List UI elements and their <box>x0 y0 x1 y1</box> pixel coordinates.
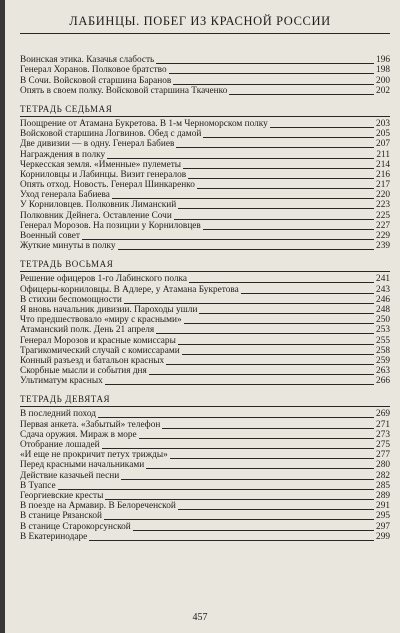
toc-entry <box>20 190 390 200</box>
leader-line <box>183 168 374 169</box>
toc-entry <box>20 315 390 325</box>
leader-line <box>133 530 374 531</box>
toc-entry-title: Скорбные мысли и события дня <box>20 366 147 377</box>
leader-line <box>178 509 374 510</box>
toc-entry <box>20 149 390 159</box>
toc-entry-title: Что предшествовало «миру с красными» <box>20 315 182 326</box>
toc-entry-page: 271 <box>376 419 390 430</box>
toc-entry-title: Я вновь начальник дивизии. Пароходы ушли <box>20 304 198 315</box>
toc-entry-page: 216 <box>376 169 390 180</box>
toc-entry-page: 269 <box>376 409 390 420</box>
leader-line <box>121 479 374 480</box>
toc-entry-title: Награждения в полку <box>20 149 106 160</box>
leader-line <box>189 282 374 283</box>
toc-entry-page: 295 <box>376 511 390 522</box>
section-heading <box>20 393 390 405</box>
leader-line <box>199 313 374 314</box>
toc-entry <box>20 430 390 440</box>
leader-line <box>173 84 374 85</box>
toc-entry-page: 297 <box>376 521 390 532</box>
header-rule <box>20 33 390 34</box>
toc-entry <box>20 470 390 480</box>
leader-line <box>162 428 374 429</box>
toc-entry-page: 198 <box>376 65 390 76</box>
toc-entry-title: Отобрание лошадей <box>20 440 100 450</box>
toc-entry <box>20 160 390 170</box>
toc-entry-page: 229 <box>376 231 390 241</box>
toc-entry-title: Трагикомический случай с комиссарами <box>20 345 180 356</box>
toc-entry-title: Перед красными начальниками <box>20 460 145 471</box>
toc-entry <box>20 511 390 521</box>
section-title: ТЕТРАДЬ ДЕВЯТАЯ <box>20 394 111 405</box>
toc-entry-page: 200 <box>376 75 390 86</box>
toc-entry <box>20 366 390 376</box>
toc-entry-title: В Сочи. Войсковой старшина Баранов <box>20 75 172 86</box>
toc-entry-title: Поощрение от Атамана Букретова. В 1-м Черноморском полку <box>20 118 268 129</box>
toc-entry-page: 205 <box>376 129 390 140</box>
toc-entry <box>20 325 390 335</box>
toc-entry <box>20 200 390 210</box>
toc-entry-title: «И еще не прокричит петух трижды» <box>20 450 168 461</box>
toc-entry-page: 285 <box>376 480 390 491</box>
toc-entry <box>20 521 390 531</box>
leader-line <box>156 63 374 64</box>
toc-entry-page: 266 <box>376 376 390 387</box>
toc-entry <box>20 170 390 180</box>
section-title: ТЕТРАДЬ ВОСЬМАЯ <box>20 259 114 270</box>
section-title: ТЕТРАДЬ СЕДЬМАЯ <box>20 103 113 114</box>
toc-entry <box>20 180 390 190</box>
toc-entry-page: 255 <box>376 335 390 346</box>
toc-entry <box>20 419 390 429</box>
leader-line <box>166 364 374 365</box>
table-of-contents <box>20 55 390 542</box>
toc-entry-title: Решение офицеров 1-го Лабинского полка <box>20 274 188 285</box>
toc-entry-title: Действие казачьей песни <box>20 470 120 481</box>
toc-entry <box>20 305 390 315</box>
toc-entry-page: 220 <box>376 190 390 201</box>
toc-entry <box>20 221 390 231</box>
toc-entry-title: Военный совет <box>20 231 80 241</box>
leader-line <box>104 519 374 520</box>
page-edge-shadow <box>0 0 5 633</box>
leader-line <box>82 239 374 240</box>
leader-line <box>170 458 374 459</box>
toc-entry-page: 299 <box>376 531 390 542</box>
toc-entry <box>20 55 390 65</box>
section-rule <box>20 406 390 407</box>
toc-entry-title: Георгиевские кресты <box>20 490 104 501</box>
toc-entry <box>20 75 390 85</box>
toc-entry-page: 253 <box>376 325 390 336</box>
toc-entry-title: Первая анкета. «Забытый» телефон <box>20 419 161 430</box>
toc-entry-title: В Туапсе <box>20 480 56 491</box>
toc-entry-title: Корниловцы и Лабинцы. Визит генералов <box>20 169 187 180</box>
toc-entry-page: 203 <box>376 118 390 129</box>
leader-line <box>118 249 375 250</box>
leader-line <box>182 354 374 355</box>
toc-entry <box>20 119 390 129</box>
running-header: ЛАБИНЦЫ. ПОБЕГ ИЗ КРАСНОЙ РОССИИ <box>69 14 331 28</box>
toc-entry-page: 263 <box>376 366 390 377</box>
toc-entry-page: 275 <box>376 440 390 450</box>
toc-entry-title: Уход генерала Бабиева <box>20 190 110 201</box>
leader-line <box>203 229 374 230</box>
toc-entry-page: 243 <box>376 284 390 295</box>
toc-entry <box>20 491 390 501</box>
toc-entry <box>20 241 390 251</box>
toc-entry-title: Офицеры-корниловцы. В Адлере, у Атамана Букретова <box>20 284 239 295</box>
leader-line <box>124 303 374 304</box>
toc-entry <box>20 86 390 96</box>
toc-entry-page: 277 <box>376 450 390 461</box>
toc-entry-title: Черкесская земля. «Именные» пулеметы <box>20 159 182 170</box>
leader-line <box>241 293 374 294</box>
leader-line <box>105 499 374 500</box>
leader-line <box>197 188 374 189</box>
toc-entry-title: В стихии беспомощности <box>20 294 122 305</box>
toc-entry <box>20 210 390 220</box>
toc-entry <box>20 450 390 460</box>
toc-entry-title: Воинская этика. Казачья слабость <box>20 55 155 66</box>
page-number: 457 <box>192 612 208 623</box>
toc-entry-title: В станице Рязанской <box>20 511 102 522</box>
toc-entry <box>20 295 390 305</box>
toc-entry-title: Генерал Хоранов. Полковое братство <box>20 65 167 76</box>
toc-entry <box>20 376 390 386</box>
toc-entry-page: 289 <box>376 490 390 501</box>
toc-entry-page: 223 <box>376 200 390 211</box>
toc-entry-page: 227 <box>376 220 390 231</box>
leader-line <box>178 208 374 209</box>
toc-entry-page: 217 <box>376 180 390 191</box>
toc-entry <box>20 335 390 345</box>
toc-entry-page: 248 <box>376 304 390 315</box>
toc-entry-title: Конный разъезд и батальон красных <box>20 355 165 366</box>
toc-entry-page: 211 <box>376 149 390 160</box>
toc-entry-title: В Екатеринодаре <box>20 531 88 542</box>
toc-entry-title: В последний поход <box>20 409 96 420</box>
leader-line <box>89 540 374 541</box>
toc-entry-page: 202 <box>376 85 390 96</box>
toc-entry-page: 282 <box>376 470 390 481</box>
toc-entry-title: Две дивизии — в одну. Генерал Бабиев <box>20 139 175 150</box>
toc-entry-title: Полковник Дейнега. Оставление Сочи <box>20 210 172 221</box>
toc-entry <box>20 409 390 419</box>
leader-line <box>146 468 374 469</box>
leader-line <box>102 448 374 449</box>
leader-line <box>139 438 374 439</box>
toc-entry-title: Генерал Морозов. На позиции у Корниловцев <box>20 220 201 231</box>
toc-entry-page: 258 <box>376 345 390 356</box>
toc-entry <box>20 231 390 241</box>
toc-entry-page: 207 <box>376 139 390 150</box>
toc-entry <box>20 139 390 149</box>
toc-entry-title: Сдача оружия. Мираж в море <box>20 429 137 440</box>
toc-entry-title: Ультиматум красных <box>20 376 103 387</box>
toc-entry <box>20 284 390 294</box>
toc-entry-page: 250 <box>376 315 390 326</box>
toc-entry <box>20 460 390 470</box>
leader-line <box>229 94 374 95</box>
toc-entry-page: 246 <box>376 294 390 305</box>
toc-entry <box>20 356 390 366</box>
section-rule <box>20 271 390 272</box>
leader-line <box>188 178 374 179</box>
leader-line <box>203 137 374 138</box>
toc-entry <box>20 346 390 356</box>
toc-entry-page: 259 <box>376 355 390 366</box>
toc-entry-page: 214 <box>376 159 390 170</box>
toc-entry-page: 273 <box>376 429 390 440</box>
section-heading <box>20 258 390 270</box>
toc-entry-page: 291 <box>376 501 390 512</box>
toc-entry <box>20 274 390 284</box>
toc-entry-title: Опять отход. Новость. Генерал Шинкаренко <box>20 180 195 191</box>
leader-line <box>178 344 374 345</box>
leader-line <box>107 158 374 159</box>
toc-entry-page: 241 <box>376 274 390 285</box>
leader-line <box>184 323 374 324</box>
toc-entry <box>20 65 390 75</box>
toc-entry-title: Генерал Морозов и красные комиссары <box>20 335 176 346</box>
section-rule <box>20 116 390 117</box>
toc-entry <box>20 440 390 450</box>
toc-entry-title: В поезде на Армавир. В Белореченской <box>20 501 176 512</box>
toc-entry <box>20 481 390 491</box>
toc-entry-title: Атаманский полк. День 21 апреля <box>20 325 155 336</box>
toc-entry <box>20 532 390 542</box>
leader-line <box>169 73 374 74</box>
toc-entry-page: 225 <box>376 210 390 221</box>
toc-entry <box>20 129 390 139</box>
leader-line <box>270 127 374 128</box>
leader-line <box>156 333 374 334</box>
toc-entry-title: У Корниловцев. Полковник Лиманский <box>20 200 177 211</box>
toc-entry-page: 196 <box>376 55 390 66</box>
toc-entry-title: В станице Старокорсунской <box>20 521 131 532</box>
leader-line <box>98 417 374 418</box>
leader-line <box>58 489 374 490</box>
leader-line <box>149 374 374 375</box>
toc-entry-page: 239 <box>376 241 390 252</box>
toc-entry <box>20 501 390 511</box>
toc-entry-title: Войсковой старшина Логвинов. Обед с дамой <box>20 129 202 140</box>
leader-line <box>176 147 374 148</box>
toc-entry-title: Опять в своем полку. Войсковой старшина Ткаченко <box>20 85 228 96</box>
leader-line <box>174 219 374 220</box>
leader-line <box>105 384 374 385</box>
section-heading <box>20 103 390 115</box>
toc-entry-page: 280 <box>376 460 390 471</box>
toc-entry-title: Жуткие минуты в полку <box>20 241 116 252</box>
